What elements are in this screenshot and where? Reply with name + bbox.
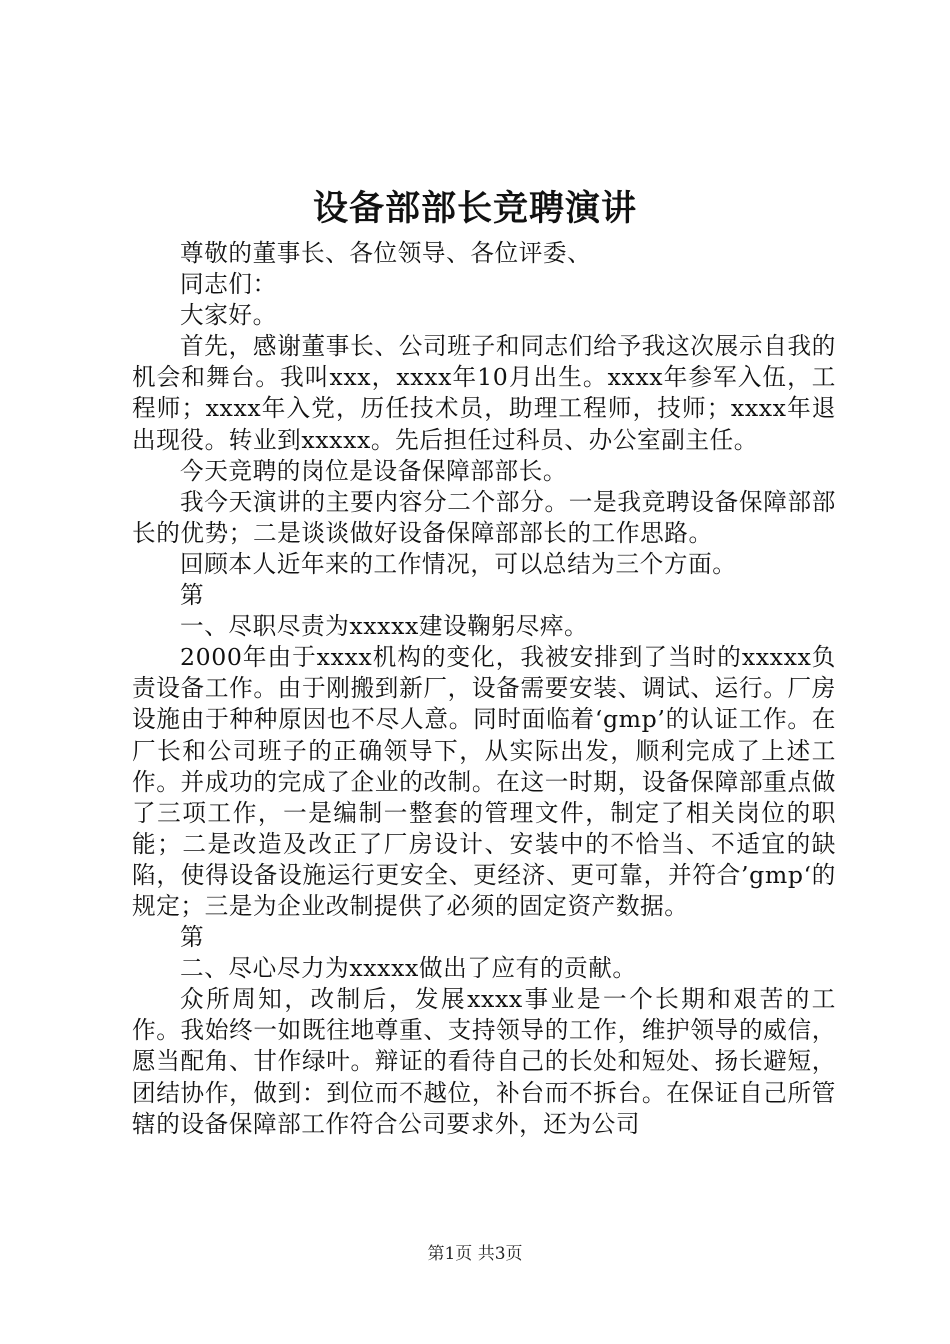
salutation-paragraph: 尊敬的董事长、各位领导、各位评委、 bbox=[180, 239, 592, 267]
position-paragraph: 今天竞聘的岗位是设备保障部部长。 bbox=[180, 456, 568, 485]
review-paragraph: 回顾本人近年来的工作情况，可以总结为三个方面。 bbox=[180, 549, 737, 578]
introduction-paragraph: 首先，感谢董事长、公司班子和同志们给予我这次展示自我的机会和舞台。我叫xxx，xxxx年10月出生。xxxx年参军入伍，工程师；xxxx年入党，历任技术员，助理工程师，技师；xxxx年退出现役。转业到xxxxx。先后担任过科员、办公室副主任。 bbox=[132, 332, 836, 454]
section-one-body-paragraph: 2000年由于xxxx机构的变化，我被安排到了当时的xxxxx负责设备工作。由于刚搬到新厂，设备需要安装、调试、运行。厂房设施由于种种原因也不尽人意。同时面临着‘gmp’的认证工作。在厂长和公司班子的正确领导下，从实际出发，顺利完成了上述工作。并成功的完成了企业的改制。在这一时期，设备保障部重点做了三项工作，一是编制一整套的管理文件，制定了相关岗位的职能；二是改造及改正了厂房设计、安装中的不恰当、不适宜的缺陷，使得设备设施运行更安全、更经济、更可靠，并符合’gmp‘的规定；三是为企业改制提供了必须的固定资产数据。 bbox=[132, 643, 836, 920]
document-body bbox=[132, 238, 836, 1140]
document-title: 设备部部长竞聘演讲 bbox=[312, 188, 637, 229]
outline-paragraph: 我今天演讲的主要内容分二个部分。一是我竞聘设备保障部部长的优势；二是谈谈做好设备保障部部长的工作思路。 bbox=[132, 487, 836, 547]
section-two-body-paragraph: 众所周知，改制后，发展xxxx事业是一个长期和艰苦的工作。我始终一如既往地尊重、支持领导的工作，维护领导的威信，愿当配角、甘作绿叶。辩证的看待自己的长处和短处、扬长避短，团结协作，做到：到位而不越位，补台而不拆台。在保证自己所管辖的设备保障部工作符合公司要求外，还为公司 bbox=[132, 985, 836, 1138]
section-heading-two: 二、尽心尽力为xxxxx做出了应有的贡献。 bbox=[180, 954, 637, 983]
page-number-footer: 第1页 共3页 bbox=[427, 1244, 523, 1264]
greeting-paragraph: 大家好。 bbox=[180, 301, 277, 330]
section-heading-one: 一、尽职尽责为xxxxx建设鞠躬尽瘁。 bbox=[180, 612, 589, 641]
section-ordinal-paragraph: 第 bbox=[180, 581, 205, 610]
section-ordinal-paragraph: 第 bbox=[180, 923, 205, 952]
salutation-comrades-paragraph: 同志们： bbox=[180, 270, 277, 299]
